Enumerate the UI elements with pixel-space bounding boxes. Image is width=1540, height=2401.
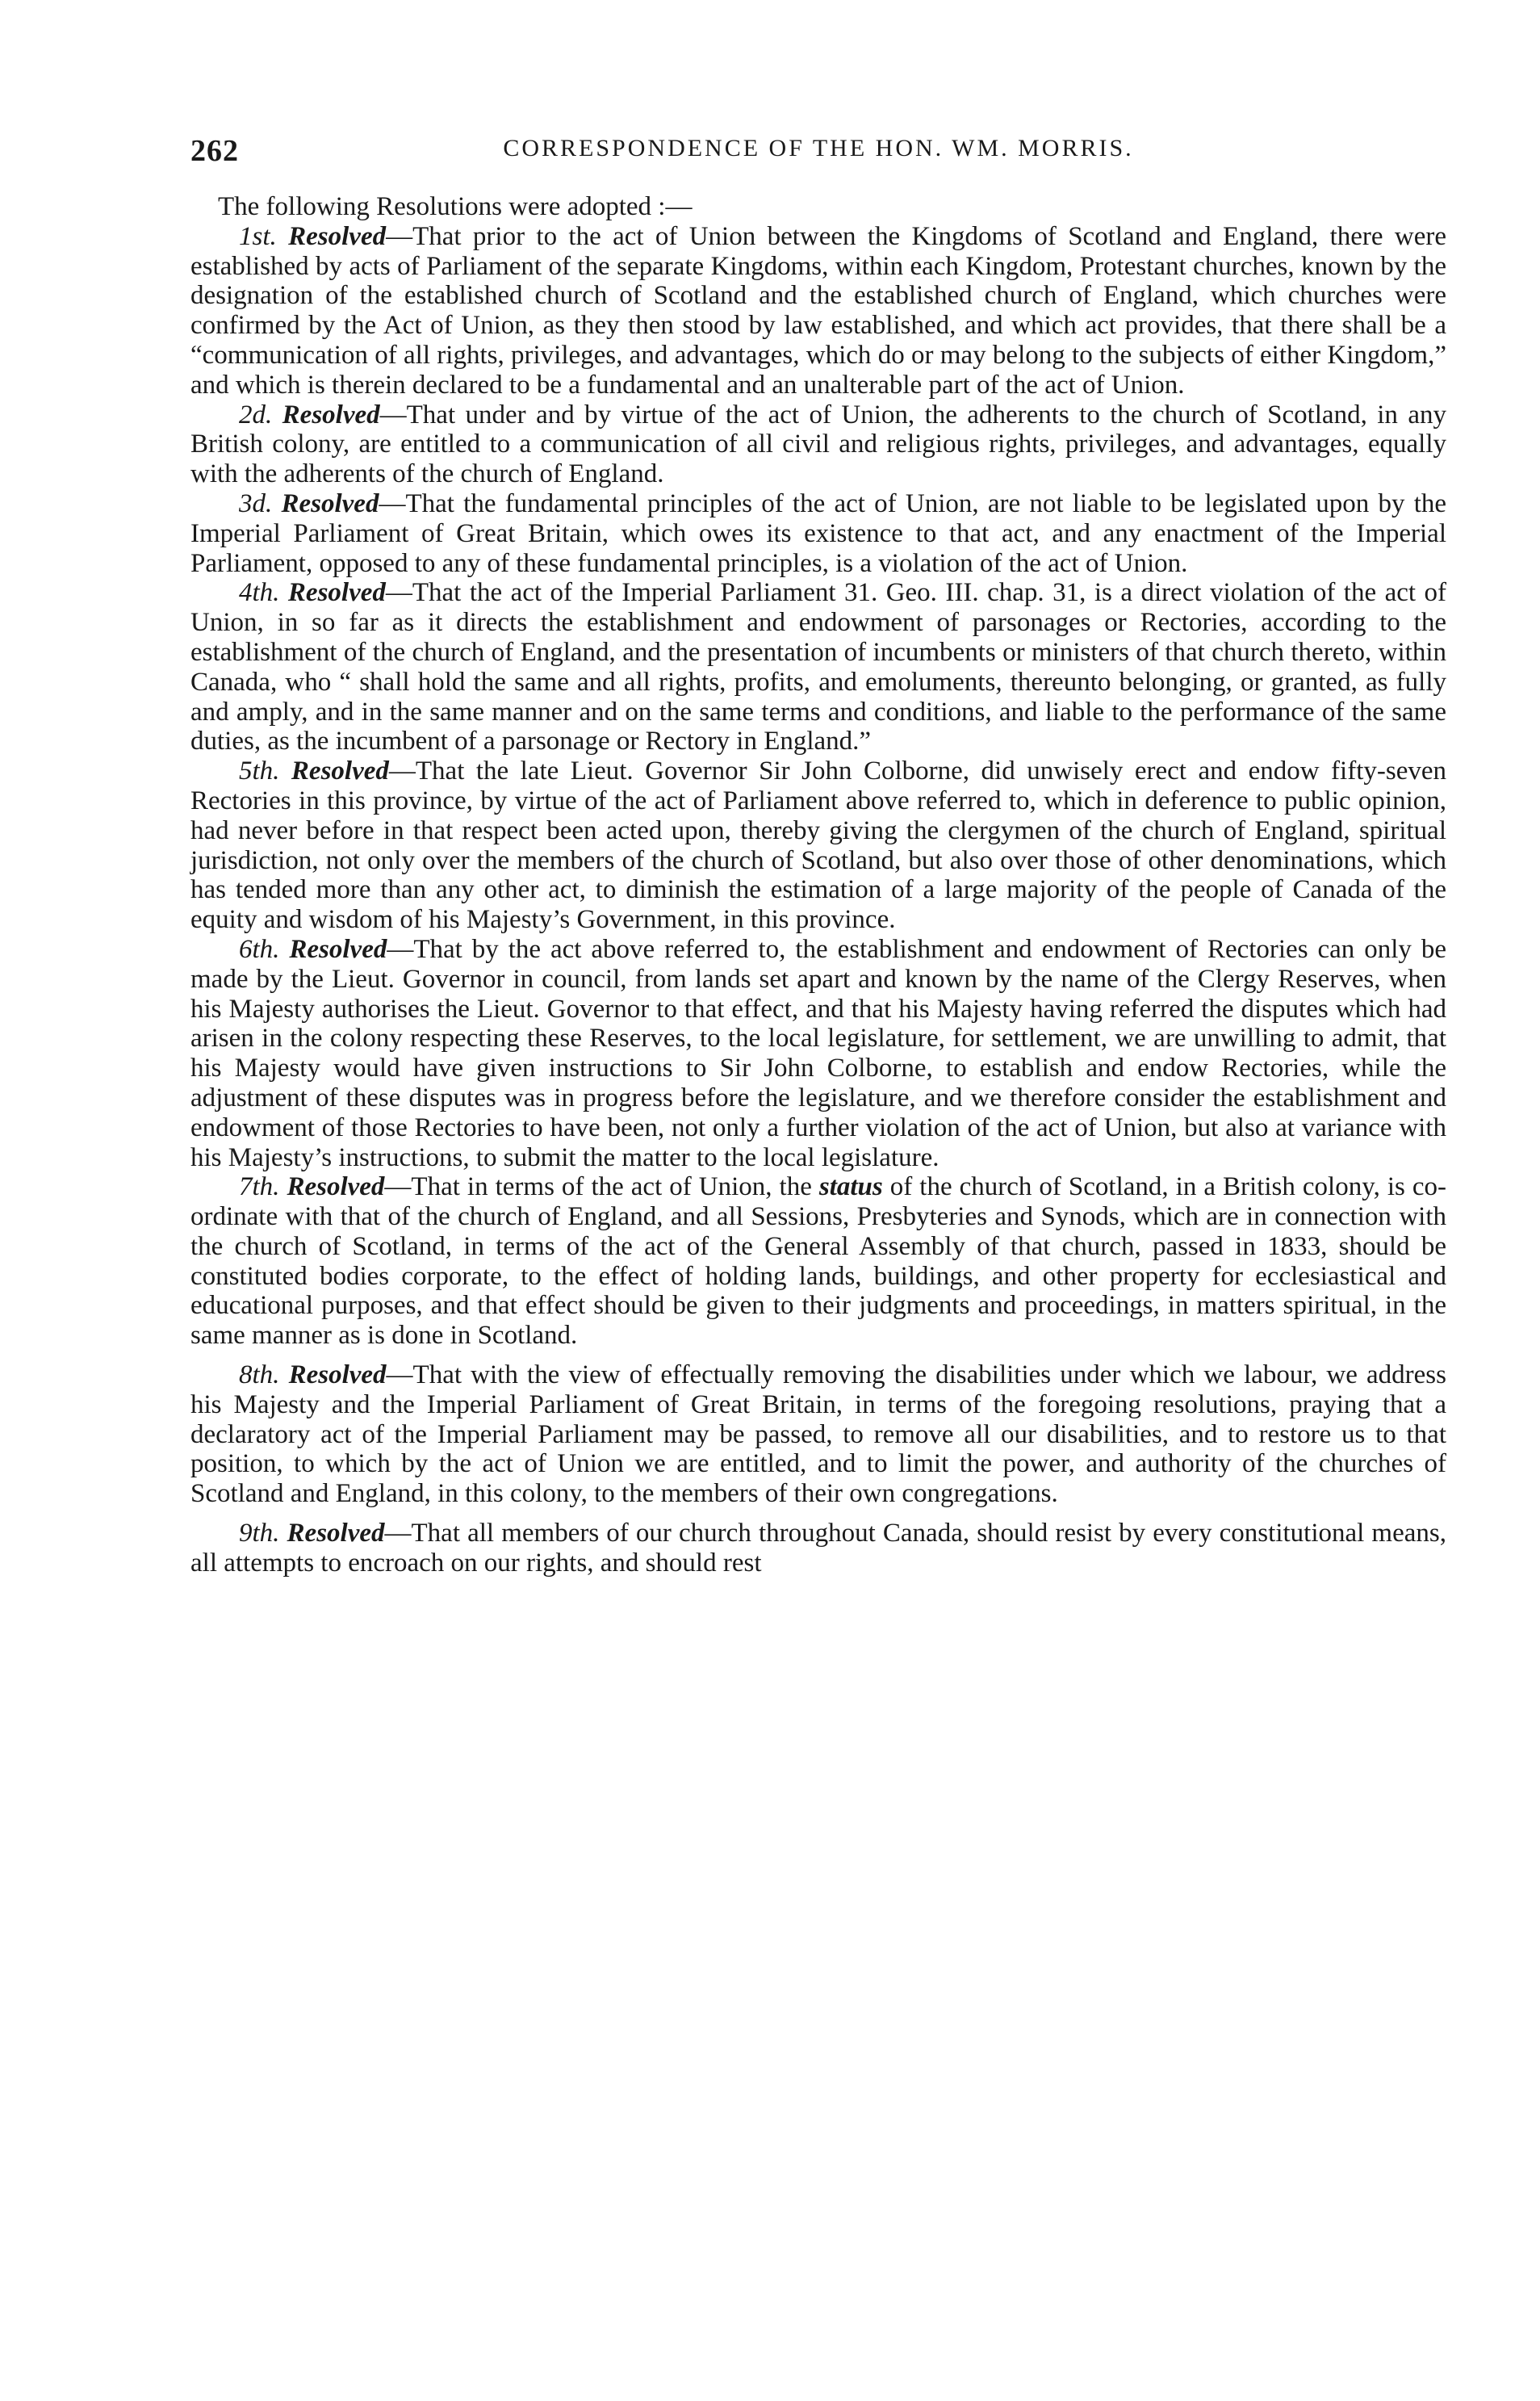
resolution-text: —That under and by virtue of the act of Union, the adherents to the church of Scotland, in any British colony, are entitled to a communication of all civil and religious rights, privileges, and advantages, equally with the adherents of the church of England. bbox=[190, 400, 1446, 489]
resolved-label: Resolved bbox=[288, 221, 387, 251]
resolution-ordinal: 2d. bbox=[239, 400, 273, 429]
resolution-ordinal: 9th. bbox=[239, 1519, 280, 1548]
resolution-text: —That the late Lieut. Governor Sir John Colborne, did unwisely erect and endow fifty-seven Rectories in this province, by virtue of the act of Parliament above referred to, which in deference to public opinion, had never before in that respect been acted upon, thereby giving the clergymen of the church of England, spiritual jurisdiction, not only over the members of the church of Scotland, but also over those of other denominations, which has tended more than any other act, to diminish the estimation of a large majority of the people of Canada of the equity and wisdom of his Majesty’s Government, in this province. bbox=[190, 756, 1446, 935]
resolution-4 bbox=[190, 578, 1446, 756]
resolution-ordinal: 8th. bbox=[239, 1360, 280, 1390]
page-body bbox=[190, 192, 1446, 1578]
resolution-text: —That the act of the Imperial Parliament 31. Geo. III. chap. 31, is a direct violation of the act of Union, in so far as it directs the establishment and endowment of parsonages or Rectories, according to the establishment of the church of England, and the presentation of incumbents or ministers of that church thereto, within Canada, who “ shall hold the same and all rights, profits, and emoluments, thereunto belonging, or granted, as fully and amply, and in the same manner and on the same terms and conditions, and liable to the performance of the same duties, as the incumbent of a parsonage or Rectory in England.” bbox=[190, 578, 1447, 756]
resolution-ordinal: 6th. bbox=[239, 934, 280, 964]
status-word: status bbox=[818, 1172, 883, 1202]
resolution-8 bbox=[190, 1360, 1446, 1509]
resolution-ordinal: 7th. bbox=[239, 1172, 280, 1202]
resolution-text: —That all members of our church throughout Canada, should resist by every constitutional means, all attempts to encroach on our rights, and should rest bbox=[190, 1519, 1446, 1578]
resolution-ordinal: 4th. bbox=[239, 578, 280, 608]
resolved-label: Resolved bbox=[291, 756, 389, 786]
resolution-6 bbox=[190, 935, 1446, 1172]
resolved-label: Resolved bbox=[287, 1519, 385, 1548]
resolved-label: Resolved bbox=[287, 1172, 385, 1202]
resolved-label: Resolved bbox=[281, 488, 379, 518]
resolution-ordinal: 1st. bbox=[239, 221, 277, 251]
resolution-ordinal: 3d. bbox=[239, 488, 273, 518]
resolution-text: —That with the view of effectually removing the disabilities under which we labour, we address his Majesty and the Imperial Parliament of Great Britain, in terms of the foregoing resolutions, praying that a declaratory act of the Imperial Parliament may be passed, to remove all our disabilities, and to restore us to that position, to which by the act of Union we are entitled, and to limit the power, and authority of the churches of Scotland and England, in this colony, to the members of their own congregations. bbox=[190, 1360, 1446, 1509]
resolution-5 bbox=[190, 756, 1446, 935]
resolution-3 bbox=[190, 489, 1446, 578]
resolution-7 bbox=[190, 1172, 1446, 1351]
resolution-ordinal: 5th. bbox=[239, 756, 280, 786]
resolved-label: Resolved bbox=[282, 400, 380, 429]
page-header bbox=[190, 133, 1446, 174]
resolution-text: —That by the act above referred to, the establishment and endowment of Rectories can only be made by the Lieut. Governor in council, from lands set apart and known by the name of the Clergy Reserves, when his Majesty authorises the Lieut. Governor to that effect, and that his Majesty having referred the disputes which had arisen in the colony respecting these Reserves, to the local legislature, for settlement, we are unwilling to admit, that his Majesty would have given instructions to Sir John Colborne, to establish and endow Rectories, while the adjustment of these disputes was in progress before the legislature, and we therefore consider the establishment and endowment of those Rectories to have been, not only a further violation of the act of Union, but also at variance with his Majesty’s instructions, to submit the matter to the local legislature. bbox=[190, 934, 1446, 1172]
resolved-label: Resolved bbox=[288, 1360, 387, 1390]
intro-line: The following Resolutions were adopted :— bbox=[218, 192, 693, 221]
resolution-9 bbox=[190, 1519, 1446, 1578]
resolution-2 bbox=[190, 400, 1446, 489]
resolution-text-before: —That in terms of the act of Union, the bbox=[384, 1172, 819, 1202]
resolved-label: Resolved bbox=[287, 578, 386, 608]
resolution-1 bbox=[190, 222, 1446, 400]
running-head: CORRESPONDENCE OF THE HON. WM. MORRIS. bbox=[503, 135, 1134, 161]
resolution-text: of the church of Scotland, in a British colony, is co-ordinate with that of the church of England, and all Sessions, Presbyteries and Synods, which are in connection with the church of Scotland, in terms of the act of the General Assembly of that church, passed in 1833, should be constituted bodies corporate, to the effect of holding lands, buildings, and other property for ecclesiastical and educational purposes, and that effect should be given to their judgments and proceedings, in matters spiritual, in the same manner as is done in Scotland. bbox=[190, 1172, 1447, 1351]
resolved-label: Resolved bbox=[289, 934, 387, 964]
page-number: 262 bbox=[190, 134, 239, 168]
resolution-text: —That the fundamental principles of the act of Union, are not liable to be legislated upon by the Imperial Parliament of Great Britain, which owes its existence to that act, and any enactment of the Imperial Parliament, opposed to any of these fundamental principles, is a violation of the act of Union. bbox=[190, 488, 1447, 578]
resolution-text: —That prior to the act of Union between the Kingdoms of Scotland and England, there were established by acts of Parliament of the separate Kingdoms, within each Kingdom, Protestant churches, known by the designation of the established church of Scotland and the established church of England, which churches were confirmed by the Act of Union, as they then stood by law established, and which act provides, that there shall be a “communication of all rights, privileges, and advantages, which do or may belong to the subjects of either Kingdom,” and which is therein declared to be a fundamental and an unalterable part of the act of Union. bbox=[190, 221, 1447, 400]
